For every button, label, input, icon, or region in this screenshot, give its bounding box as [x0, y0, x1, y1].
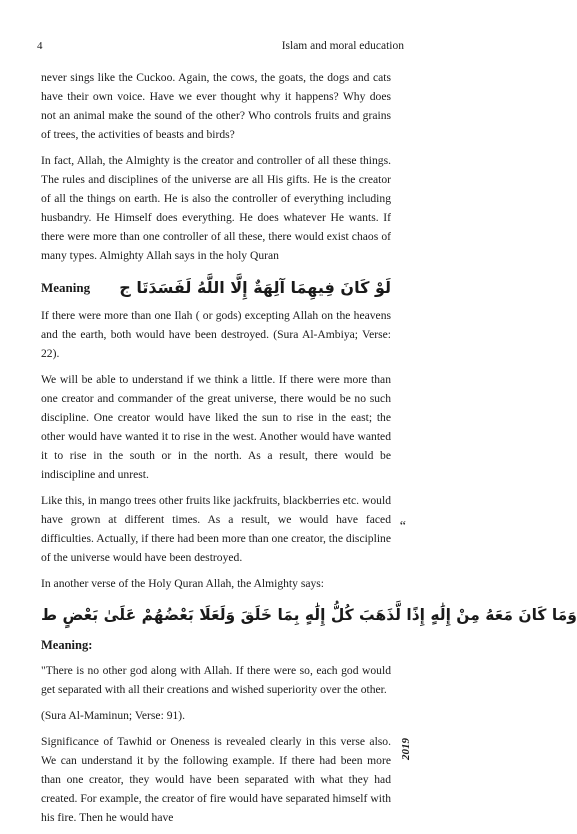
- paragraph-9: Significance of Tawhid or Oneness is revealed clearly in this verse also. We can understand it by the following example. If there had been more than one creator, they would have been separated with what they had created. For example, the creator of fire would have separated himself with his fire. Then he would have: [41, 735, 391, 824]
- paragraph-4: We will be able to understand if we think a little. If there were more than one creator and commander of the great universe, there would be no such discipline. One creator would have liked the sun to rise in the east; the other would have wanted it to rise in the west. Another would have wanted it to rise in the south or in the north. As a result, there would be indiscipline and unrest.: [41, 373, 391, 481]
- meaning-row-1: [41, 272, 391, 302]
- paragraph-3: If there were more than one Ilah ( or gods) excepting Allah on the heavens and the earth, both would have been destroyed. (Sura Al-Ambiya; Verse: 22).: [41, 309, 391, 360]
- paragraph-1: never sings like the Cuckoo. Again, the cows, the goats, the dogs and cats have their own voice. Have we ever thought why it happens? Why does not an animal make the sound of the other? Who controls fruits and grains of trees, the activities of beasts and birds?: [41, 71, 391, 141]
- arabic-verse-2: وَمَا كَانَ مَعَهُ مِنْ إِلَٰهٍ إِذًا لَّذَهَبَ كُلُّ إِلَٰهٍ بِمَا خَلَقَ وَلَعَلَا بَعْضُهُمْ عَلَىٰ بَعْضٍ ط: [41, 606, 577, 624]
- meaning-heading-2: Meaning:: [41, 638, 93, 652]
- meaning-heading-1: Meaning: [41, 279, 91, 295]
- paragraph-7: "There is no other god along with Allah. If there were so, each god would get separated with all their creations and wished superiority over the other.: [41, 664, 391, 696]
- margin-quote-mark: “: [399, 519, 406, 534]
- running-title: Islam and moral education: [281, 40, 404, 52]
- paragraph-2: In fact, Allah, the Almighty is the creator and controller of all these things. The rules and disciplines of the universe are all His gifts. He is the creator of all the things on earth. He is also the controller of everything including husbandry. He Himself does everything. He does whatever He wants. If there were more than one controller of all these, there would exist chaos of many types. Almighty Allah says in the holy Quran: [41, 154, 391, 262]
- paragraph-5: Like this, in mango trees other fruits like jackfruits, blackberries etc. would have grown at different times. As a result, we would have faced difficulties. Actually, if there had been more than one creator, the discipline of the universe would have been destroyed.: [41, 494, 391, 564]
- arabic-verse-2-row: [41, 600, 577, 630]
- paragraph-8: (Sura Al-Maminun; Verse: 91).: [41, 709, 186, 722]
- arabic-verse-1: لَوْ كَانَ فِيهِمَا آلِهَةٌ إِلَّا اللَّهُ لَفَسَدَتَا ج: [119, 277, 391, 297]
- paragraph-6: In another verse of the Holy Quran Allah, the Almighty says:: [41, 577, 325, 590]
- page-number: 4: [37, 40, 43, 52]
- margin-year: 2019: [400, 738, 412, 760]
